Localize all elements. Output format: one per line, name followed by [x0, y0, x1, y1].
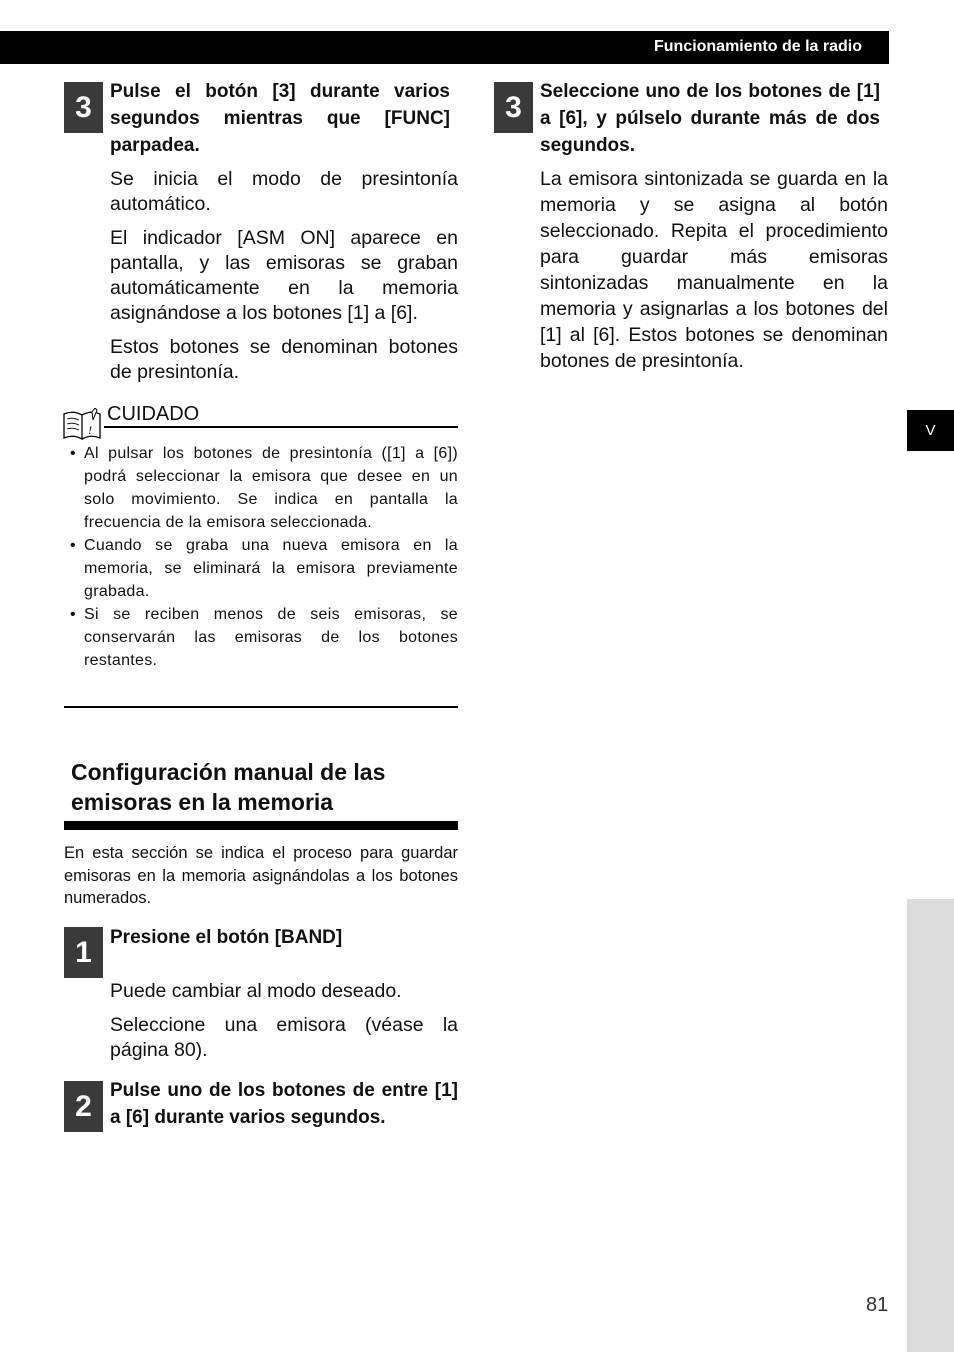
- caution-top-rule: [104, 426, 458, 428]
- step-paragraph: Estos botones se denominan botones de presintonía.: [110, 336, 458, 383]
- step-paragraph: El indicador [ASM ON] aparece en pantalla, y las emisoras se graban automáticamente en la memoria asignándose a los botones [1] a [6].: [110, 227, 458, 324]
- step-paragraph: La emisora sintonizada se guarda en la memoria y se asigna al botón seleccionado. Repita el procedimiento para guardar más emisoras sintonizadas manualmente en la memoria y asignarlas a los botones del [1] al [6]. Estos botones se denominan botones de presintonía.: [540, 168, 888, 372]
- caution-label: CUIDADO: [107, 403, 200, 425]
- side-tab: V: [907, 410, 954, 451]
- section-intro: En esta sección se indica el proceso para guardar emisoras en la memoria asignándolas a los botones numerados.: [64, 844, 458, 907]
- side-margin-band: [907, 899, 954, 1352]
- caution-item: • Al pulsar los botones de presintonía ([1] a [6]) podrá seleccionar la emisora que desee en un solo movimiento. Se indica en pantalla la frecuencia de la emisora seleccionada.: [70, 442, 458, 534]
- page-number: 81: [866, 1294, 889, 1316]
- step-title: Pulse uno de los botones de entre [1] a [6] durante varios segundos.: [110, 1080, 458, 1128]
- step-title: Presione el botón [BAND]: [110, 927, 343, 948]
- caution-item: • Cuando se graba una nueva emisora en la memoria, se eliminará la emisora previamente grabada.: [70, 534, 458, 603]
- step-paragraph: Se inicia el modo de presintonía automático.: [110, 168, 458, 215]
- step-number-badge: 2: [64, 1081, 103, 1132]
- step-title: Pulse el botón [3] durante varios segundos mientras que [FUNC] parpadea.: [110, 81, 450, 156]
- caution-list: [70, 442, 458, 672]
- book-note-icon: [62, 408, 102, 442]
- header-title: Funcionamiento de la radio: [653, 38, 862, 55]
- svg-text:!: !: [88, 423, 92, 437]
- step-paragraph: Seleccione una emisora (véase la página 80).: [110, 1014, 458, 1061]
- step-number-badge: 1: [64, 927, 103, 978]
- caution-bottom-rule: [64, 706, 458, 708]
- step-paragraph: Puede cambiar al modo deseado.: [110, 980, 402, 1002]
- header-bar: [0, 31, 889, 64]
- step-number-badge: 3: [494, 82, 533, 133]
- section-heading-rule: [64, 821, 458, 830]
- section-heading: Configuración manual de las emisoras en la memoria: [71, 759, 386, 815]
- step-title: Seleccione uno de los botones de [1] a [6], y púlselo durante más de dos segundos.: [540, 81, 880, 156]
- step-number-badge: 3: [64, 82, 103, 133]
- caution-item: • Si se reciben menos de seis emisoras, se conservarán las emisoras de los botones restantes.: [70, 603, 458, 672]
